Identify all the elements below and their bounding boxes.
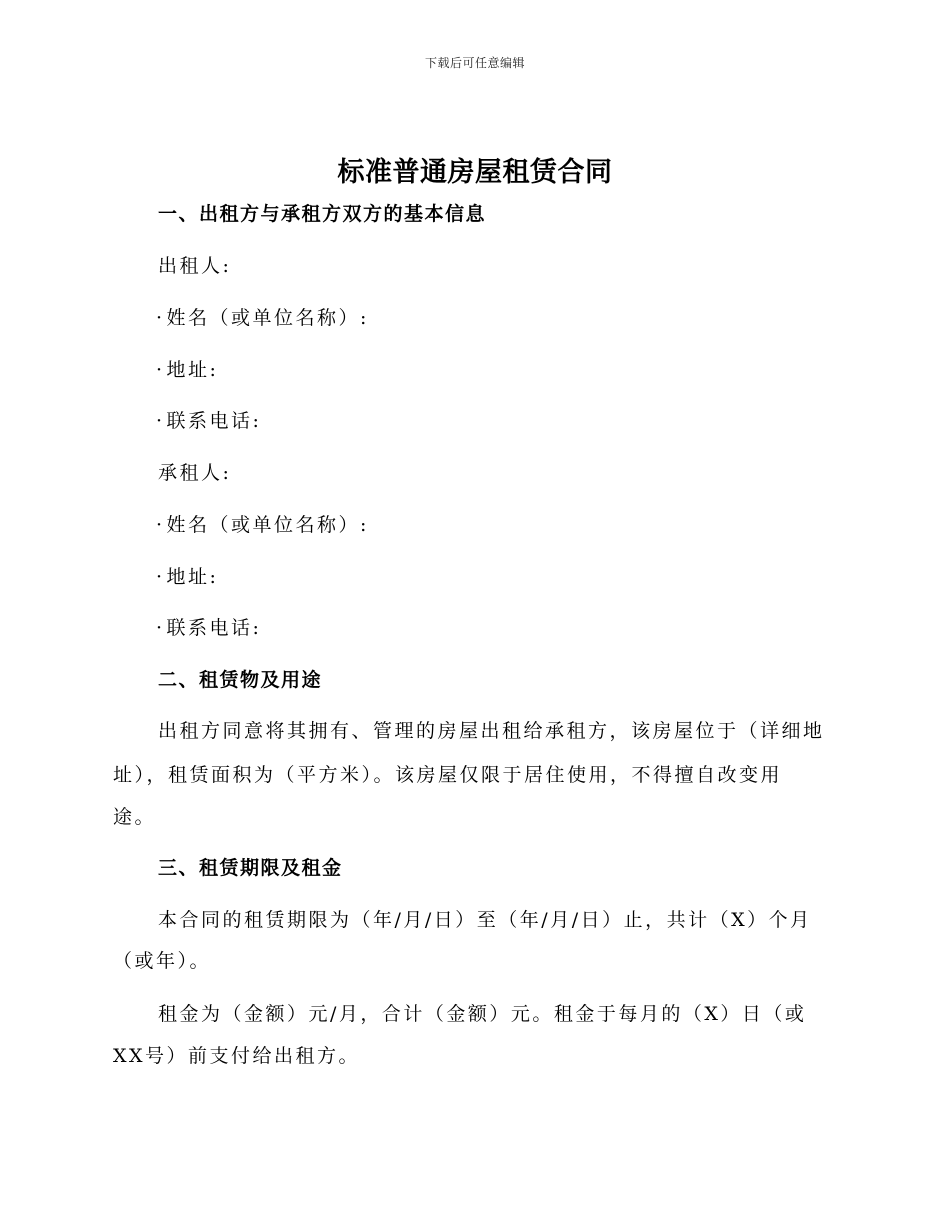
section3-paragraph-line: 租金为（金额）元/月，合计（金额）元。租金于每月的（X）日（或 [158,1003,807,1025]
header-note: 下载后可任意编辑 [424,56,525,70]
section3-paragraph-line: 本合同的租赁期限为（年/月/日）至（年/月/日）止，共计（X）个月 [158,909,812,931]
lessee-address-item [156,562,218,589]
section2-paragraph-line: 址），租赁面积为（平方米）。该房屋仅限于居住使用，不得擅自改变用 [113,764,783,786]
lessor-phone-item [156,406,261,433]
lessee-name-item [156,510,369,537]
section1-heading: 一、出租方与承租方双方的基本信息 [158,203,487,225]
section2-heading: 二、租赁物及用途 [158,669,323,691]
lessee-name-label: 姓名（或单位名称）: [166,514,369,536]
lessee-address-label: 地址: [166,566,219,588]
section3-heading: 三、租赁期限及租金 [158,857,343,879]
section2-paragraph-line: 途。 [113,806,157,828]
section3-paragraph-line: XX号）前支付给出租方。 [113,1045,361,1067]
bullet-dot-icon: · [156,410,165,432]
lessor-address-label: 地址: [166,359,219,381]
lessee-phone-item [156,613,261,640]
lessee-phone-label: 联系电话: [166,617,262,639]
lessor-label: 出租人: [158,255,232,277]
section2-paragraph-line: 出租方同意将其拥有、管理的房屋出租给承租方，该房屋位于（详细地 [158,720,825,742]
lessor-address-item [156,355,218,382]
bullet-dot-icon: · [156,566,165,588]
bullet-dot-icon: · [156,307,165,329]
lessee-label: 承租人: [158,462,232,484]
bullet-dot-icon: · [156,617,165,639]
lessor-name-item [156,303,369,330]
bullet-dot-icon: · [156,514,165,536]
document-title: 标准普通房屋租赁合同 [337,157,613,188]
lessor-phone-label: 联系电话: [166,410,262,432]
section3-paragraph-line: （或年）。 [113,950,212,972]
bullet-dot-icon: · [156,359,165,381]
lessor-name-label: 姓名（或单位名称）: [166,307,369,329]
